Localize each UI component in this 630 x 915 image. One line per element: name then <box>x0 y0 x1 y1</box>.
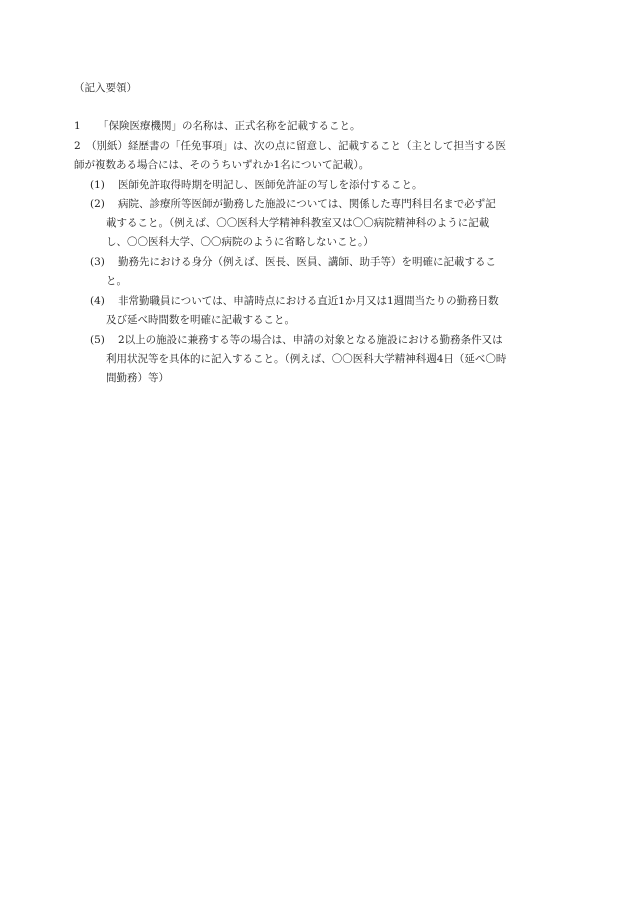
subitem-number: (5) <box>90 334 105 346</box>
subitem-number: (4) <box>90 295 105 307</box>
subitem-text: 勤務先における身分（例えば、医長、医員、講師、助手等）を明確に記載するこ <box>118 256 496 268</box>
item-number: 1 <box>74 120 81 132</box>
subitem-text: し、〇〇医科大学、〇〇病院のように省略しないこと。） <box>106 236 374 248</box>
subitem-text: 利用状況等を具体的に記入すること。（例えば、〇〇医科大学精神科週4日（延べ〇時 <box>106 353 507 365</box>
subitem-number: (3) <box>90 256 105 268</box>
subitem-text: 病院、診療所等医師が勤務した施設については、関係した専門科目名まで必ず記 <box>118 198 496 210</box>
document-heading: （記入要領） <box>74 82 137 94</box>
item-text: 「保険医療機関」の名称は、正式名称を記載すること。 <box>98 120 361 132</box>
subitem-text: 2以上の施設に兼務する等の場合は、申請の対象となる施設における勤務条件又は <box>118 334 503 346</box>
item-number: 2 <box>74 140 81 152</box>
item-text: 師が複数ある場合には、そのうちいずれか1名について記載）。 <box>74 159 370 171</box>
subitem-text: と。 <box>106 275 127 287</box>
item-text: （別紙）経歴書の「任免事項」は、次の点に留意し、記載すること（主として担当する医 <box>86 140 506 152</box>
subitem-text: 及び延べ時間数を明確に記載すること。 <box>106 314 295 326</box>
subitem-text: 間勤務）等） <box>106 372 169 384</box>
subitem-text: 非常勤職員については、申請時点における直近1か月又は1週間当たりの勤務日数 <box>118 295 499 307</box>
subitem-text: 載すること。（例えば、〇〇医科大学精神科教室又は〇〇病院精神科のように記載 <box>106 217 490 229</box>
subitem-number: (2) <box>90 198 105 210</box>
subitem-number: (1) <box>90 179 105 191</box>
subitem-text: 医師免許取得時期を明記し、医師免許証の写しを添付すること。 <box>118 179 423 191</box>
